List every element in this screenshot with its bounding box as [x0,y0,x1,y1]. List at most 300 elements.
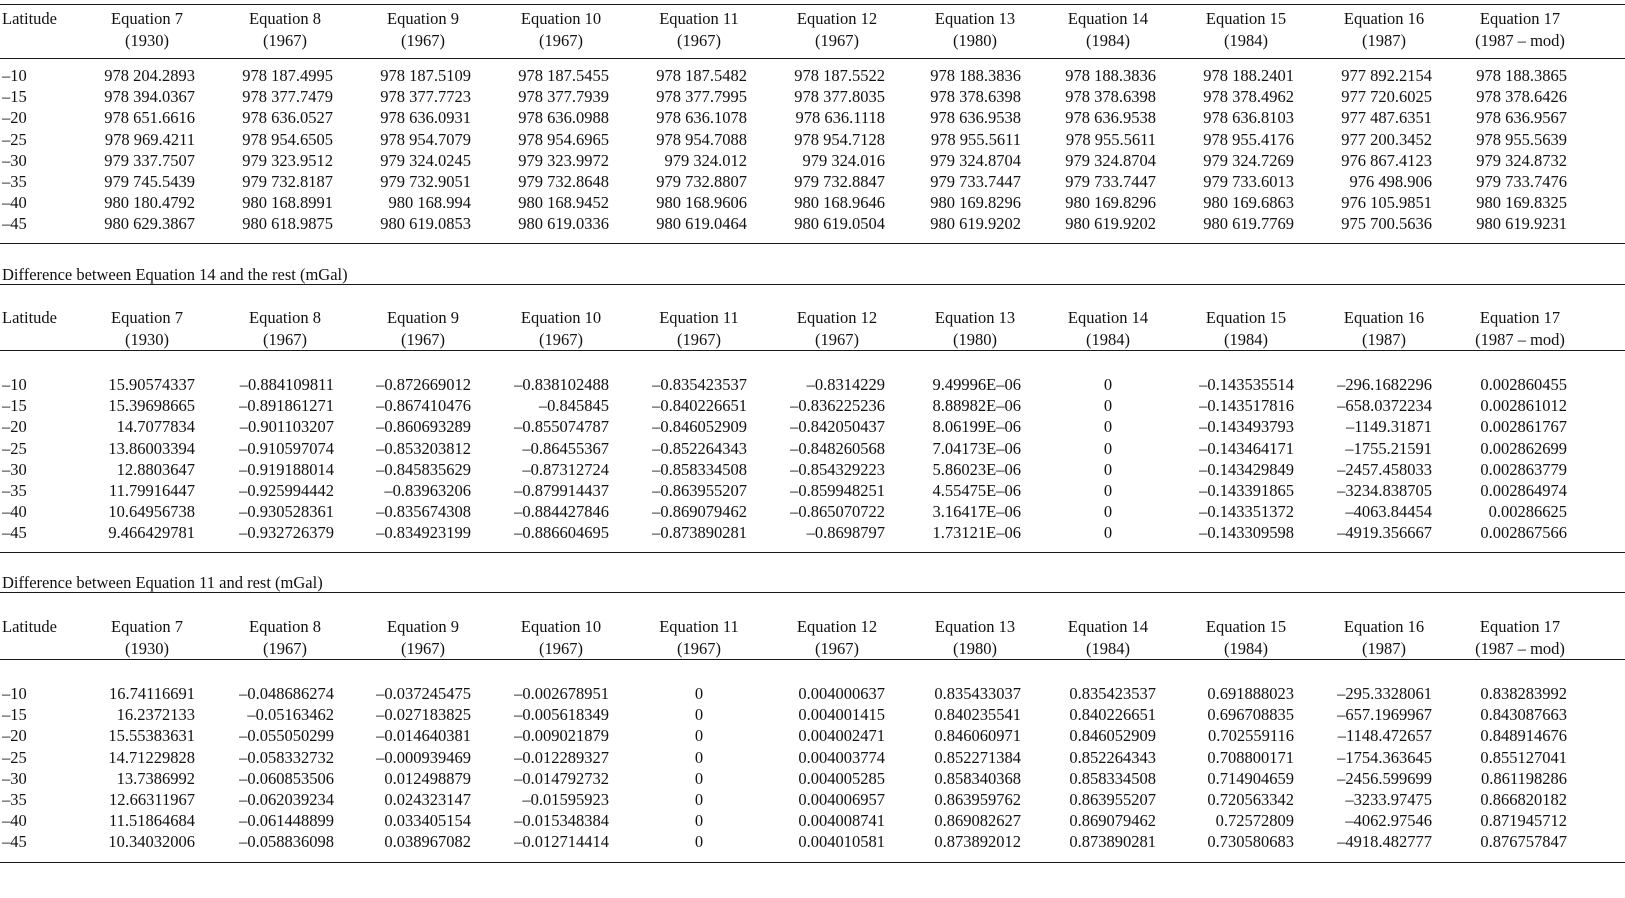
value-cell: 0.852264343 [1069,747,1156,767]
value-cell: –1754.363645 [1337,747,1432,767]
latitude-cell: –20 [2,417,27,437]
value-cell: –0.05163462 [247,705,334,725]
column-header [910,616,1040,660]
table-row [0,107,1625,128]
value-cell: 978 378.6398 [1065,87,1156,107]
latitude-cell: –30 [2,768,27,788]
value-cell: 980 619.0504 [794,214,885,234]
value-cell: 11.51864684 [108,811,195,831]
value-cell: –0.86455367 [522,438,609,458]
value-cell: 978 188.3836 [930,66,1021,85]
value-cell: –0.872669012 [376,375,471,394]
latitude-cell: –40 [2,193,27,213]
column-header [1319,307,1449,351]
table-row [0,213,1625,234]
value-cell: 978 636.9567 [1476,108,1567,128]
value-cell: 8.88982E–06 [932,396,1021,416]
value-cell: 979 323.9972 [518,150,609,170]
value-cell: 979 324.8704 [930,150,1021,170]
column-header-year: (1980) [953,31,997,50]
value-cell: –0.838102488 [514,375,609,394]
value-cell: –0.061448899 [239,811,334,831]
value-cell: –0.005618349 [514,705,609,725]
column-header-year: (1984) [1086,31,1130,50]
value-cell: –0.012289327 [514,747,609,767]
value-cell: 0 [1103,523,1113,543]
value-cell: 978 188.2401 [1203,66,1294,85]
value-cell: 0.702559116 [1207,726,1294,746]
value-cell: –0.848260568 [790,438,885,458]
table-row [0,192,1625,213]
value-cell: 979 324.012 [664,150,747,170]
value-cell: 0.004000637 [798,684,885,703]
value-cell: 980 619.7769 [1203,214,1294,234]
value-cell: –0.01595923 [522,790,609,809]
value-cell: 0.858340368 [934,768,1021,788]
value-cell: 978 187.5482 [656,66,747,85]
value-cell: 978 187.4995 [242,66,333,85]
value-cell: 0 [694,768,704,788]
value-cell: –0.845835629 [376,459,471,479]
value-cell: 978 188.3836 [1065,66,1156,85]
value-cell: –0.845845 [538,396,609,416]
column-header-year: (1930) [125,639,169,658]
value-cell: 980 169.8296 [930,193,1021,213]
column-header-year: (1984) [1224,639,1268,658]
value-cell: 0.691888023 [1207,684,1294,703]
column-header-name: Equation 8 [249,617,321,636]
value-cell: 978 636.0931 [380,108,471,128]
column-header-year: (1967) [815,330,859,349]
value-cell: 0.846060971 [934,726,1021,746]
value-cell: 978 954.6965 [518,129,609,149]
value-cell: 978 954.7128 [794,129,885,149]
value-cell: 978 651.6616 [104,108,195,128]
latitude-cell: –35 [2,790,27,809]
table-row [0,480,1625,501]
value-cell: –0.867410476 [376,396,471,416]
value-cell: 979 324.7269 [1203,150,1294,170]
value-cell: –4918.482777 [1337,832,1432,852]
latitude-cell: –20 [2,726,27,746]
value-cell: –0.8314229 [806,375,885,394]
value-cell: 980 169.8296 [1065,193,1156,213]
header-rule [0,58,1625,59]
value-cell: 0.002861767 [1480,417,1567,437]
value-cell: –0.009021879 [514,726,609,746]
value-cell: 980 629.3867 [104,214,195,234]
column-header-year: (1987 – mod) [1475,639,1565,658]
value-cell: 976 105.9851 [1341,193,1432,213]
value-cell: –0.835423537 [652,375,747,394]
column-header-year: (1987) [1362,31,1406,50]
column-header [910,307,1040,351]
column-header [496,8,626,52]
column-header-name: Equation 11 [659,9,739,28]
value-cell: 12.66311967 [108,790,195,809]
column-header [496,616,626,660]
value-cell: 978 378.6398 [930,87,1021,107]
value-cell: 0.012498879 [384,768,471,788]
value-cell: 8.06199E–06 [932,417,1021,437]
column-header [1455,307,1585,351]
value-cell: –1149.31871 [1345,417,1432,437]
value-cell: 0.038967082 [384,832,471,852]
column-header [910,8,1040,52]
column-header-year: (1967) [539,31,583,50]
value-cell: 0.835423537 [1069,684,1156,703]
column-header-name: Equation 12 [796,308,878,327]
value-cell: 980 618.9875 [242,214,333,234]
value-cell: –0.8698797 [806,523,885,543]
value-cell: 978 969.4211 [104,129,195,149]
value-cell: 0 [694,684,704,703]
column-header-name: Equation 10 [520,308,602,327]
value-cell: 12.8803647 [116,459,195,479]
latitude-cell: –40 [2,811,27,831]
value-cell: 0 [1103,396,1113,416]
value-cell: 0 [694,790,704,809]
value-cell: 978 955.5611 [930,129,1021,149]
value-cell: –0.143351372 [1199,502,1294,522]
value-cell: 4.55475E–06 [932,481,1021,500]
value-cell: 979 324.8704 [1065,150,1156,170]
column-header [82,616,212,660]
value-cell: 0.835433037 [934,684,1021,703]
value-cell: –0.143464171 [1199,438,1294,458]
value-cell: 0.696708835 [1207,705,1294,725]
value-cell: –1148.472657 [1337,726,1432,746]
column-header-name: Equation 10 [520,9,602,28]
value-cell: 0.869082627 [934,811,1021,831]
value-cell: 978 954.7079 [380,129,471,149]
column-header-year: (1967) [263,639,307,658]
column-header-name: Equation 14 [1067,617,1149,636]
table-row [0,171,1625,192]
column-header-year: (1967) [539,639,583,658]
column-header [82,8,212,52]
latitude-cell: –45 [2,214,27,234]
latitude-cell: –45 [2,523,27,543]
value-cell: –0.891861271 [239,396,334,416]
value-cell: –0.062039234 [239,790,334,809]
value-cell: 7.04173E–06 [932,438,1021,458]
table-row [0,395,1625,416]
value-cell: 979 733.6013 [1203,172,1294,191]
value-cell: 978 636.1118 [795,108,885,128]
value-cell: –0.863955207 [652,481,747,500]
value-cell: –0.859948251 [790,481,885,500]
latitude-cell: –25 [2,438,27,458]
column-header [358,307,488,351]
column-header-year: (1967) [677,330,721,349]
value-cell: –0.873890281 [652,523,747,543]
value-cell: 0.004001415 [798,705,885,725]
column-header-year: (1967) [539,330,583,349]
value-cell: 14.71229828 [108,747,195,767]
value-cell: 980 619.9202 [1065,214,1156,234]
value-cell: 978 954.6505 [242,129,333,149]
value-cell: 0.876757847 [1480,832,1567,852]
value-cell: –0.858334508 [652,459,747,479]
value-cell: –1755.21591 [1345,438,1432,458]
column-header [772,616,902,660]
value-cell: 978 636.9538 [1065,108,1156,128]
value-cell: 0.730580683 [1207,832,1294,852]
value-cell: –2457.458033 [1337,459,1432,479]
table-row [0,768,1625,789]
column-header [358,616,488,660]
value-cell: 978 636.0988 [518,108,609,128]
value-cell: 0.871945712 [1480,811,1567,831]
value-cell: 980 168.9606 [656,193,747,213]
value-cell: 978 955.4176 [1203,129,1294,149]
value-cell: 3.16417E–06 [932,502,1021,522]
column-header [1181,8,1311,52]
value-cell: 0.024323147 [384,790,471,809]
column-header-name: Equation 12 [796,617,878,636]
column-header-year: (1930) [125,330,169,349]
column-header [82,307,212,351]
column-header-year: (1980) [953,330,997,349]
column-header-name: Equation 14 [1067,308,1149,327]
value-cell: 978 188.3865 [1476,66,1567,85]
column-header-year: (1984) [1224,31,1268,50]
column-header-name: Equation 14 [1067,9,1149,28]
value-cell: –0.048686274 [239,684,334,703]
value-cell: 980 168.994 [388,193,471,213]
column-header-name: Equation 17 [1479,308,1561,327]
value-cell: –296.1682296 [1337,375,1432,394]
value-cell: 13.7386992 [116,768,195,788]
column-header-year: (1987 – mod) [1475,31,1565,50]
value-cell: 0.033405154 [384,811,471,831]
column-header-year: (1967) [677,639,721,658]
table-top-rule [0,4,1625,5]
column-header-name: Equation 16 [1343,9,1425,28]
value-cell: 9.49996E–06 [932,375,1021,394]
value-cell: 979 324.016 [802,150,885,170]
value-cell: 978 204.2893 [104,66,195,85]
value-cell: 977 487.6351 [1341,108,1432,128]
value-cell: –0.842050437 [790,417,885,437]
column-header-name: Equation 8 [249,9,321,28]
column-header-name: Equation 7 [111,617,183,636]
column-header [496,307,626,351]
latitude-cell: –40 [2,502,27,522]
value-cell: 979 732.9051 [380,172,471,191]
value-cell: 979 732.8648 [518,172,609,191]
column-header [220,307,350,351]
value-cell: –0.879914437 [514,481,609,500]
column-header [1043,8,1173,52]
value-cell: 0.855127041 [1480,747,1567,767]
value-cell: –0.834923199 [376,523,471,543]
value-cell: –0.143429849 [1199,459,1294,479]
value-cell: 0.002861012 [1480,396,1567,416]
value-cell: 979 323.9512 [242,150,333,170]
column-header-year: (1967) [401,330,445,349]
column-header [1319,8,1449,52]
table-top-rule [0,284,1625,285]
value-cell: 979 324.8732 [1476,150,1567,170]
value-cell: 979 733.7447 [930,172,1021,191]
table-row [0,86,1625,107]
value-cell: 0.843087663 [1480,705,1567,725]
value-cell: 16.2372133 [116,705,195,725]
table-bottom-rule [0,243,1625,244]
table-row [0,65,1625,86]
value-cell: 980 168.8991 [242,193,333,213]
table-row [0,810,1625,831]
value-cell: –2456.599699 [1337,768,1432,788]
value-cell: 0.840235541 [934,705,1021,725]
value-cell: 11.79916447 [108,481,195,500]
value-cell: –0.143517816 [1199,396,1294,416]
table-top-rule [0,592,1625,593]
column-header-name: Equation 13 [934,617,1016,636]
value-cell: 978 394.0367 [104,87,195,107]
value-cell: 10.64956738 [108,502,195,522]
value-cell: 0 [1103,459,1113,479]
value-cell: 0 [1103,417,1113,437]
column-header [220,8,350,52]
latitude-cell: –35 [2,481,27,500]
value-cell: 13.86003394 [108,438,195,458]
value-cell: 0 [694,747,704,767]
value-cell: 0.873890281 [1069,832,1156,852]
latitude-cell: –10 [2,66,27,85]
value-cell: 978 377.7723 [380,87,471,107]
latitude-header: Latitude [2,617,57,636]
value-cell: 0.714904659 [1207,768,1294,788]
value-cell: 980 619.9202 [930,214,1021,234]
value-cell: –658.0372234 [1337,396,1432,416]
column-header-year: (1987 – mod) [1475,330,1565,349]
value-cell: 0.840226651 [1069,705,1156,725]
column-header-year: (1984) [1086,639,1130,658]
column-header-name: Equation 9 [387,617,459,636]
value-cell: 979 337.7507 [104,150,195,170]
value-cell: 978 955.5611 [1065,129,1156,149]
value-cell: 0.866820182 [1480,790,1567,809]
column-header-year: (1967) [263,330,307,349]
value-cell: –0.930528361 [239,502,334,522]
value-cell: 0.004002471 [798,726,885,746]
value-cell: 978 377.7995 [656,87,747,107]
value-cell: 978 955.5639 [1476,129,1567,149]
column-header-year: (1930) [125,31,169,50]
latitude-cell: –30 [2,150,27,170]
column-header-year: (1987) [1362,639,1406,658]
value-cell: 0.861198286 [1480,768,1567,788]
column-header-name: Equation 17 [1479,9,1561,28]
value-cell: 975 700.5636 [1341,214,1432,234]
column-header [1043,307,1173,351]
table-row [0,725,1625,746]
value-cell: –0.83963206 [384,481,471,500]
value-cell: –0.012714414 [514,832,609,852]
value-cell: 0.004003774 [798,747,885,767]
value-cell: –0.932726379 [239,523,334,543]
column-header-year: (1967) [401,31,445,50]
value-cell: 980 169.6863 [1203,193,1294,213]
value-cell: 0.873892012 [934,832,1021,852]
value-cell: –0.925994442 [239,481,334,500]
value-cell: –0.886604695 [514,523,609,543]
value-cell: 976 498.906 [1349,172,1432,191]
column-header-name: Equation 17 [1479,617,1561,636]
value-cell: 0.002862699 [1480,438,1567,458]
value-cell: 978 636.9538 [930,108,1021,128]
value-cell: 979 733.7447 [1065,172,1156,191]
value-cell: 978 636.1078 [656,108,747,128]
value-cell: –0.014792732 [514,768,609,788]
value-cell: –657.1969967 [1337,705,1432,725]
value-cell: 0 [694,726,704,746]
table-row [0,747,1625,768]
value-cell: 978 636.8103 [1203,108,1294,128]
latitude-cell: –35 [2,172,27,191]
value-cell: 0.852271384 [934,747,1021,767]
value-cell: 0.002864974 [1480,481,1567,500]
value-cell: 978 187.5522 [794,66,885,85]
column-header [1319,616,1449,660]
column-header-year: (1980) [953,639,997,658]
header-rule [0,350,1625,351]
value-cell: –0.060853506 [239,768,334,788]
value-cell: 0.00286625 [1488,502,1567,522]
table-row [0,416,1625,437]
value-cell: 15.90574337 [108,375,195,394]
value-cell: 0.002863779 [1480,459,1567,479]
column-header-name: Equation 15 [1205,617,1287,636]
column-header [1181,616,1311,660]
value-cell: 0 [1103,481,1113,500]
column-header-name: Equation 11 [659,617,739,636]
value-cell: –3233.97475 [1345,790,1432,809]
value-cell: –0.055050299 [239,726,334,746]
column-header [1455,616,1585,660]
column-header-name: Equation 9 [387,9,459,28]
value-cell: 14.7077834 [116,417,195,437]
column-header-year: (1984) [1086,330,1130,349]
value-cell: 0.004006957 [798,790,885,809]
column-header-name: Equation 16 [1343,308,1425,327]
value-cell: 0.002860455 [1480,375,1567,394]
value-cell: 977 720.6025 [1341,87,1432,107]
value-cell: 978 377.8035 [794,87,885,107]
value-cell: 980 619.0464 [656,214,747,234]
value-cell: 978 378.4962 [1203,87,1294,107]
table-row [0,459,1625,480]
value-cell: –0.058332732 [239,747,334,767]
value-cell: –0.143493793 [1199,417,1294,437]
value-cell: –3234.838705 [1337,481,1432,500]
value-cell: –0.015348384 [514,811,609,831]
column-header [1455,8,1585,52]
value-cell: –0.836225236 [790,396,885,416]
value-cell: –0.852264343 [652,438,747,458]
value-cell: 0.838283992 [1480,684,1567,703]
value-cell: –0.884109811 [239,375,334,394]
value-cell: 978 378.6426 [1476,87,1567,107]
value-cell: –295.3328061 [1337,684,1432,703]
value-cell: 977 892.2154 [1341,66,1432,85]
table-row [0,831,1625,852]
column-header [634,8,764,52]
column-header-name: Equation 7 [111,308,183,327]
